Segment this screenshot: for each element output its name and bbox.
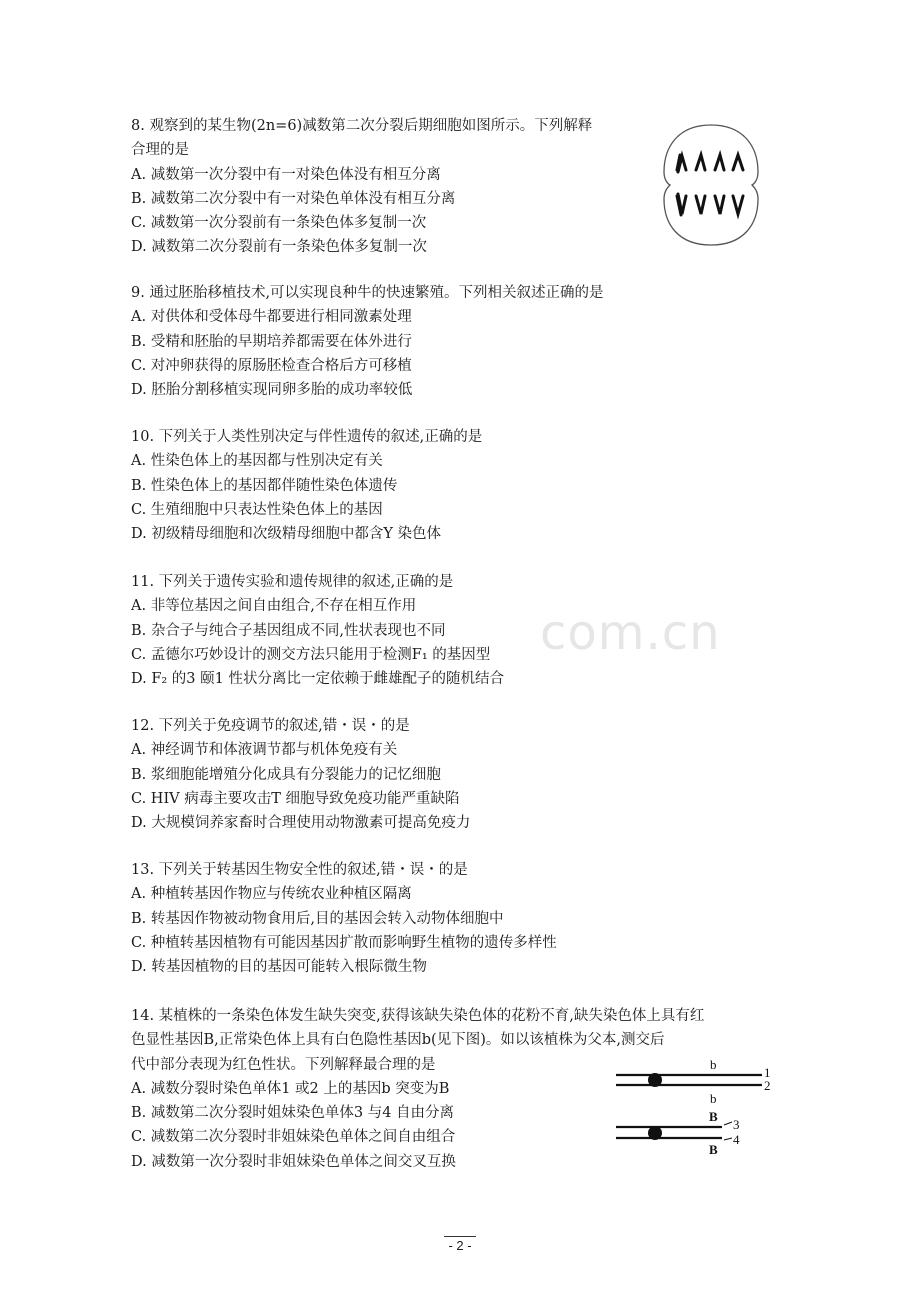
option-a: A. 对供体和受体母牛都要进行相同激素处理 xyxy=(131,309,412,326)
question-13 xyxy=(131,858,811,979)
question-stem: 8. 观察到的某生物(2n=6)减数第二次分裂后期细胞如图所示。下列解释 xyxy=(131,118,593,134)
label-B-top: B xyxy=(709,1109,718,1124)
question-stem: 14. 某植株的一条染色体发生缺失突变,获得该缺失染色体的花粉不育,缺失染色体上具有红 xyxy=(131,1008,705,1024)
option-b: B. 浆细胞能增殖分化成具有分裂能力的记忆细胞 xyxy=(131,766,441,783)
question-stem: 9. 通过胚胎移植技术,可以实现良种牛的快速繁殖。下列相关叙述正确的是 xyxy=(131,285,604,301)
option-d: D. F₂ 的3 颐1 性状分离比一定依赖于雌雄配子的随机结合 xyxy=(131,671,504,688)
option-c: C. HIV 病毒主要攻击T 细胞导致免疫功能严重缺陷 xyxy=(131,790,460,807)
label-1: 1 xyxy=(764,1065,771,1080)
question-10 xyxy=(131,425,811,546)
option-d: D. 减数第二次分裂前有一条染色体多复制一次 xyxy=(131,239,427,256)
watermark: com.cn xyxy=(540,605,721,661)
chromosome-diagram xyxy=(612,1058,782,1162)
label-b-top: b xyxy=(710,1058,717,1072)
question-11 xyxy=(131,570,811,691)
question-12 xyxy=(131,714,811,835)
option-c: C. 孟德尔巧妙设计的测交方法只能用于检测F₁ 的基因型 xyxy=(131,646,491,663)
option-d: D. 大规模饲养家畜时合理使用动物激素可提高免疫力 xyxy=(131,815,471,832)
lower-chromosomes xyxy=(677,194,743,215)
question-stem: 10. 下列关于人类性别决定与伴性遗传的叙述,正确的是 xyxy=(131,429,483,445)
option-b: B. 减数第二次分裂中有一对染色单体没有相互分离 xyxy=(131,190,456,207)
option-c: C. 对冲卵获得的原肠胚检查合格后方可移植 xyxy=(131,357,412,374)
question-stem: 13. 下列关于转基因生物安全性的叙述,错・误・的是 xyxy=(131,862,468,878)
option-d: D. 胚胎分割移植实现同卵多胎的成功率较低 xyxy=(131,382,413,399)
question-stem: 代中部分表现为红色性状。下列解释最合理的是 xyxy=(131,1056,436,1073)
question-stem: 12. 下列关于免疫调节的叙述,错・误・的是 xyxy=(131,718,410,734)
option-c: C. 减数第一次分裂前有一条染色体多复制一次 xyxy=(131,215,427,232)
option-c: C. 生殖细胞中只表达性染色体上的基因 xyxy=(131,501,383,518)
label-4: 4 xyxy=(733,1132,740,1147)
page-footer xyxy=(0,1236,920,1255)
label-3: 3 xyxy=(733,1117,740,1132)
question-stem: 11. 下列关于遗传实验和遗传规律的叙述,正确的是 xyxy=(131,574,454,590)
page-number: - 2 - xyxy=(444,1236,475,1255)
option-c: C. 种植转基因植物有可能因基因扩散而影响野生植物的遗传多样性 xyxy=(131,934,557,951)
option-c: C. 减数第二次分裂时非姐妹染色单体之间自由组合 xyxy=(131,1129,456,1146)
option-a: A. 种植转基因作物应与传统农业种植区隔离 xyxy=(131,886,412,903)
question-9 xyxy=(131,281,811,402)
centromere-upper xyxy=(648,1073,662,1087)
option-d: D. 减数第一次分裂时非姐妹染色单体之间交叉互换 xyxy=(131,1153,456,1170)
option-d: D. 初级精母细胞和次级精母细胞中都含Y 染色体 xyxy=(131,526,442,543)
label-2: 2 xyxy=(764,1078,771,1093)
option-d: D. 转基因植物的目的基因可能转入根际微生物 xyxy=(131,959,427,976)
option-b: B. 减数第二次分裂时姐妹染色单体3 与4 自由分离 xyxy=(131,1105,455,1122)
question-stem: 合理的是 xyxy=(131,142,189,159)
label-B-bottom: B xyxy=(709,1142,718,1157)
label-b-bottom: b xyxy=(710,1091,717,1106)
upper-chromosomes xyxy=(677,155,743,172)
option-a: A. 减数分裂时染色单体1 或2 上的基因b 突变为B xyxy=(131,1080,450,1097)
option-a: A. 性染色体上的基因都与性别决定有关 xyxy=(131,453,383,470)
option-b: B. 受精和胚胎的早期培养都需要在体外进行 xyxy=(131,333,412,350)
option-a: A. 减数第一次分裂中有一对染色体没有相互分离 xyxy=(131,166,441,183)
option-b: B. 转基因作物被动物食用后,目的基因会转入动物体细胞中 xyxy=(131,910,504,927)
option-a: A. 神经调节和体液调节都与机体免疫有关 xyxy=(131,742,398,759)
option-b: B. 性染色体上的基因都伴随性染色体遗传 xyxy=(131,477,398,494)
centromere-lower xyxy=(648,1126,662,1140)
question-stem: 色显性基因B,正常染色体上具有白色隐性基因b(见下图)。如以该植株为父本,测交后 xyxy=(131,1032,665,1049)
option-b: B. 杂合子与纯合子基因组成不同,性状表现也不同 xyxy=(131,622,446,639)
cell-division-figure xyxy=(660,122,762,248)
cell-outline xyxy=(664,125,758,245)
option-a: A. 非等位基因之间自由组合,不存在相互作用 xyxy=(131,598,417,615)
